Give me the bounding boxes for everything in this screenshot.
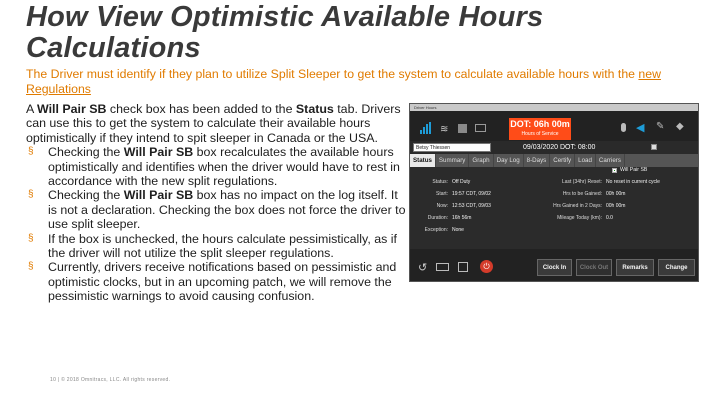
field-value: 16h 56m xyxy=(452,215,472,221)
field-mileage xyxy=(540,215,613,221)
window-titlebar xyxy=(410,104,698,111)
bullet-marker: § xyxy=(28,261,34,273)
bullet-text: Checking the xyxy=(48,188,124,203)
field-label: Hrs Gained in 2 Days: xyxy=(553,203,602,209)
field-value: Off Duty xyxy=(452,179,471,185)
bullet-item xyxy=(26,260,406,303)
bullet-text: If the box is unchecked, the hours calculate pessimistically, as if the driver will not utilize the split sleeper regulations. xyxy=(48,231,397,261)
signal-strength-icon xyxy=(420,122,432,134)
tools-icon[interactable]: ✎ xyxy=(656,121,665,132)
clock-in-button[interactable]: Clock In xyxy=(537,259,572,276)
window-title: Driver Hours xyxy=(414,105,437,110)
field-value: None xyxy=(452,227,464,233)
field-label: Exception: xyxy=(424,227,448,233)
intro-text-2: check box has been added to the xyxy=(106,102,296,116)
field-label: Hrs to be Gained: xyxy=(562,191,602,197)
dot-hours-badge[interactable] xyxy=(509,118,571,140)
date-dot-label: 09/03/2020 DOT: 08:00 xyxy=(523,144,596,151)
top-status-bar xyxy=(410,111,698,141)
remarks-button[interactable]: Remarks xyxy=(616,259,654,276)
slide-title: How View Optimistic Available Hours Calculations xyxy=(26,1,544,64)
field-value: 00h 00m xyxy=(606,203,626,209)
field-value: 00h 00m xyxy=(606,191,626,197)
field-value: No reset in current cycle xyxy=(606,179,660,185)
refresh-icon[interactable]: ↺ xyxy=(418,262,428,274)
intro-paragraph xyxy=(26,102,406,145)
intro-bold-will-pair: Will Pair SB xyxy=(37,102,107,116)
field-label: Status: xyxy=(432,179,448,185)
slide-subtitle xyxy=(26,67,710,97)
power-icon[interactable]: ⏻ xyxy=(480,260,493,273)
intro-text-1: A xyxy=(26,102,38,116)
driver-select[interactable]: Betsy Thiessen xyxy=(413,143,491,152)
bullet-text: Checking the xyxy=(48,145,124,160)
device-icon xyxy=(458,124,467,133)
tab-status[interactable]: Status xyxy=(410,154,436,167)
slide-body xyxy=(26,102,406,304)
field-status xyxy=(414,179,470,185)
new-regulations-link[interactable]: new Regulations xyxy=(26,67,661,96)
tab-day-log[interactable]: Day Log xyxy=(494,154,524,167)
tab-certify[interactable]: Certify xyxy=(550,154,575,167)
bullet-text: box has no impact on the log itself. It is not a declaration. Checking the box does not force the driver to use split sleeper. xyxy=(48,188,406,232)
alert-icon[interactable]: ◆ xyxy=(676,121,684,132)
clock-out-button[interactable]: Clock Out xyxy=(576,259,612,276)
bullet-item xyxy=(26,232,406,261)
dot-time: DOT: 06h 00m xyxy=(510,119,570,129)
driver-row xyxy=(410,141,698,154)
bullet-text: box recalculates the available hours optimistically and identifies when the driver would have to rest in accordance with the new split regulations. xyxy=(48,145,400,189)
field-label: Start: xyxy=(436,191,448,197)
dot-caption: Hours of Service xyxy=(521,131,559,137)
tab-load[interactable]: Load xyxy=(575,154,596,167)
tab-graph[interactable]: Graph xyxy=(469,154,493,167)
status-panel xyxy=(410,167,698,249)
wifi-icon: ≋ xyxy=(440,124,449,135)
field-label: Duration: xyxy=(427,215,448,221)
bullet-item xyxy=(26,188,406,231)
bottom-action-bar xyxy=(410,249,698,282)
field-value: 12:53 CDT, 09/03 xyxy=(452,203,491,209)
bullet-bold: Will Pair SB xyxy=(123,188,194,203)
field-duration xyxy=(414,215,471,221)
app-screenshot xyxy=(409,103,699,282)
calendar-icon[interactable] xyxy=(458,262,468,272)
tab-strip xyxy=(410,154,698,167)
tab-summary[interactable]: Summary xyxy=(436,154,469,167)
intro-text-3: tab. Drivers can use this to get the system to calculate their available hours optimistically if they intend to spit sleeper in Canada or the USA. xyxy=(26,102,401,145)
will-pair-sb-label: Will Pair SB xyxy=(620,167,648,173)
field-hrs-gained xyxy=(540,203,625,209)
field-exception xyxy=(414,227,464,233)
intro-bold-status: Status xyxy=(295,102,334,116)
speaker-icon[interactable]: ◀ xyxy=(636,122,645,134)
field-label: Mileage Today (km): xyxy=(557,215,602,221)
bullet-text: Currently, drivers receive notifications based on pessimistic and optimistic clocks, but in an upcoming patch, we will remove the pessimistic warnings to avoid causing confusion. xyxy=(48,260,397,304)
keyboard-icon[interactable] xyxy=(436,263,449,271)
field-label: Last (34hr) Reset: xyxy=(561,179,602,185)
field-now xyxy=(414,203,491,209)
field-label: Now: xyxy=(436,203,448,209)
bullet-marker: § xyxy=(28,146,34,158)
subtitle-text: The Driver must identify if they plan to utilize Split Sleeper to get the system to calculate available hours with the xyxy=(26,67,639,81)
bullet-item xyxy=(26,145,406,188)
field-value: 0.0 xyxy=(606,215,613,221)
tab-carriers[interactable]: Carriers xyxy=(596,154,625,167)
slide-footer: 10 | © 2018 Omnitracs, LLC. All rights reserved. xyxy=(50,377,171,383)
field-hrs-to-gain xyxy=(540,191,625,197)
microphone-icon[interactable] xyxy=(621,123,626,132)
bullet-bold: Will Pair SB xyxy=(123,145,194,160)
field-value: 19:57 CDT, 09/02 xyxy=(452,191,491,197)
bullet-marker: § xyxy=(28,189,34,201)
will-pair-sb-checkbox[interactable] xyxy=(612,168,617,173)
option-checkbox[interactable] xyxy=(651,144,657,150)
bullet-list xyxy=(26,145,406,303)
tab-8-days[interactable]: 8-Days xyxy=(524,154,551,167)
field-start xyxy=(414,191,491,197)
bullet-marker: § xyxy=(28,232,34,244)
change-button[interactable]: Change xyxy=(658,259,695,276)
field-last-reset xyxy=(540,179,660,185)
message-icon[interactable] xyxy=(475,124,486,132)
